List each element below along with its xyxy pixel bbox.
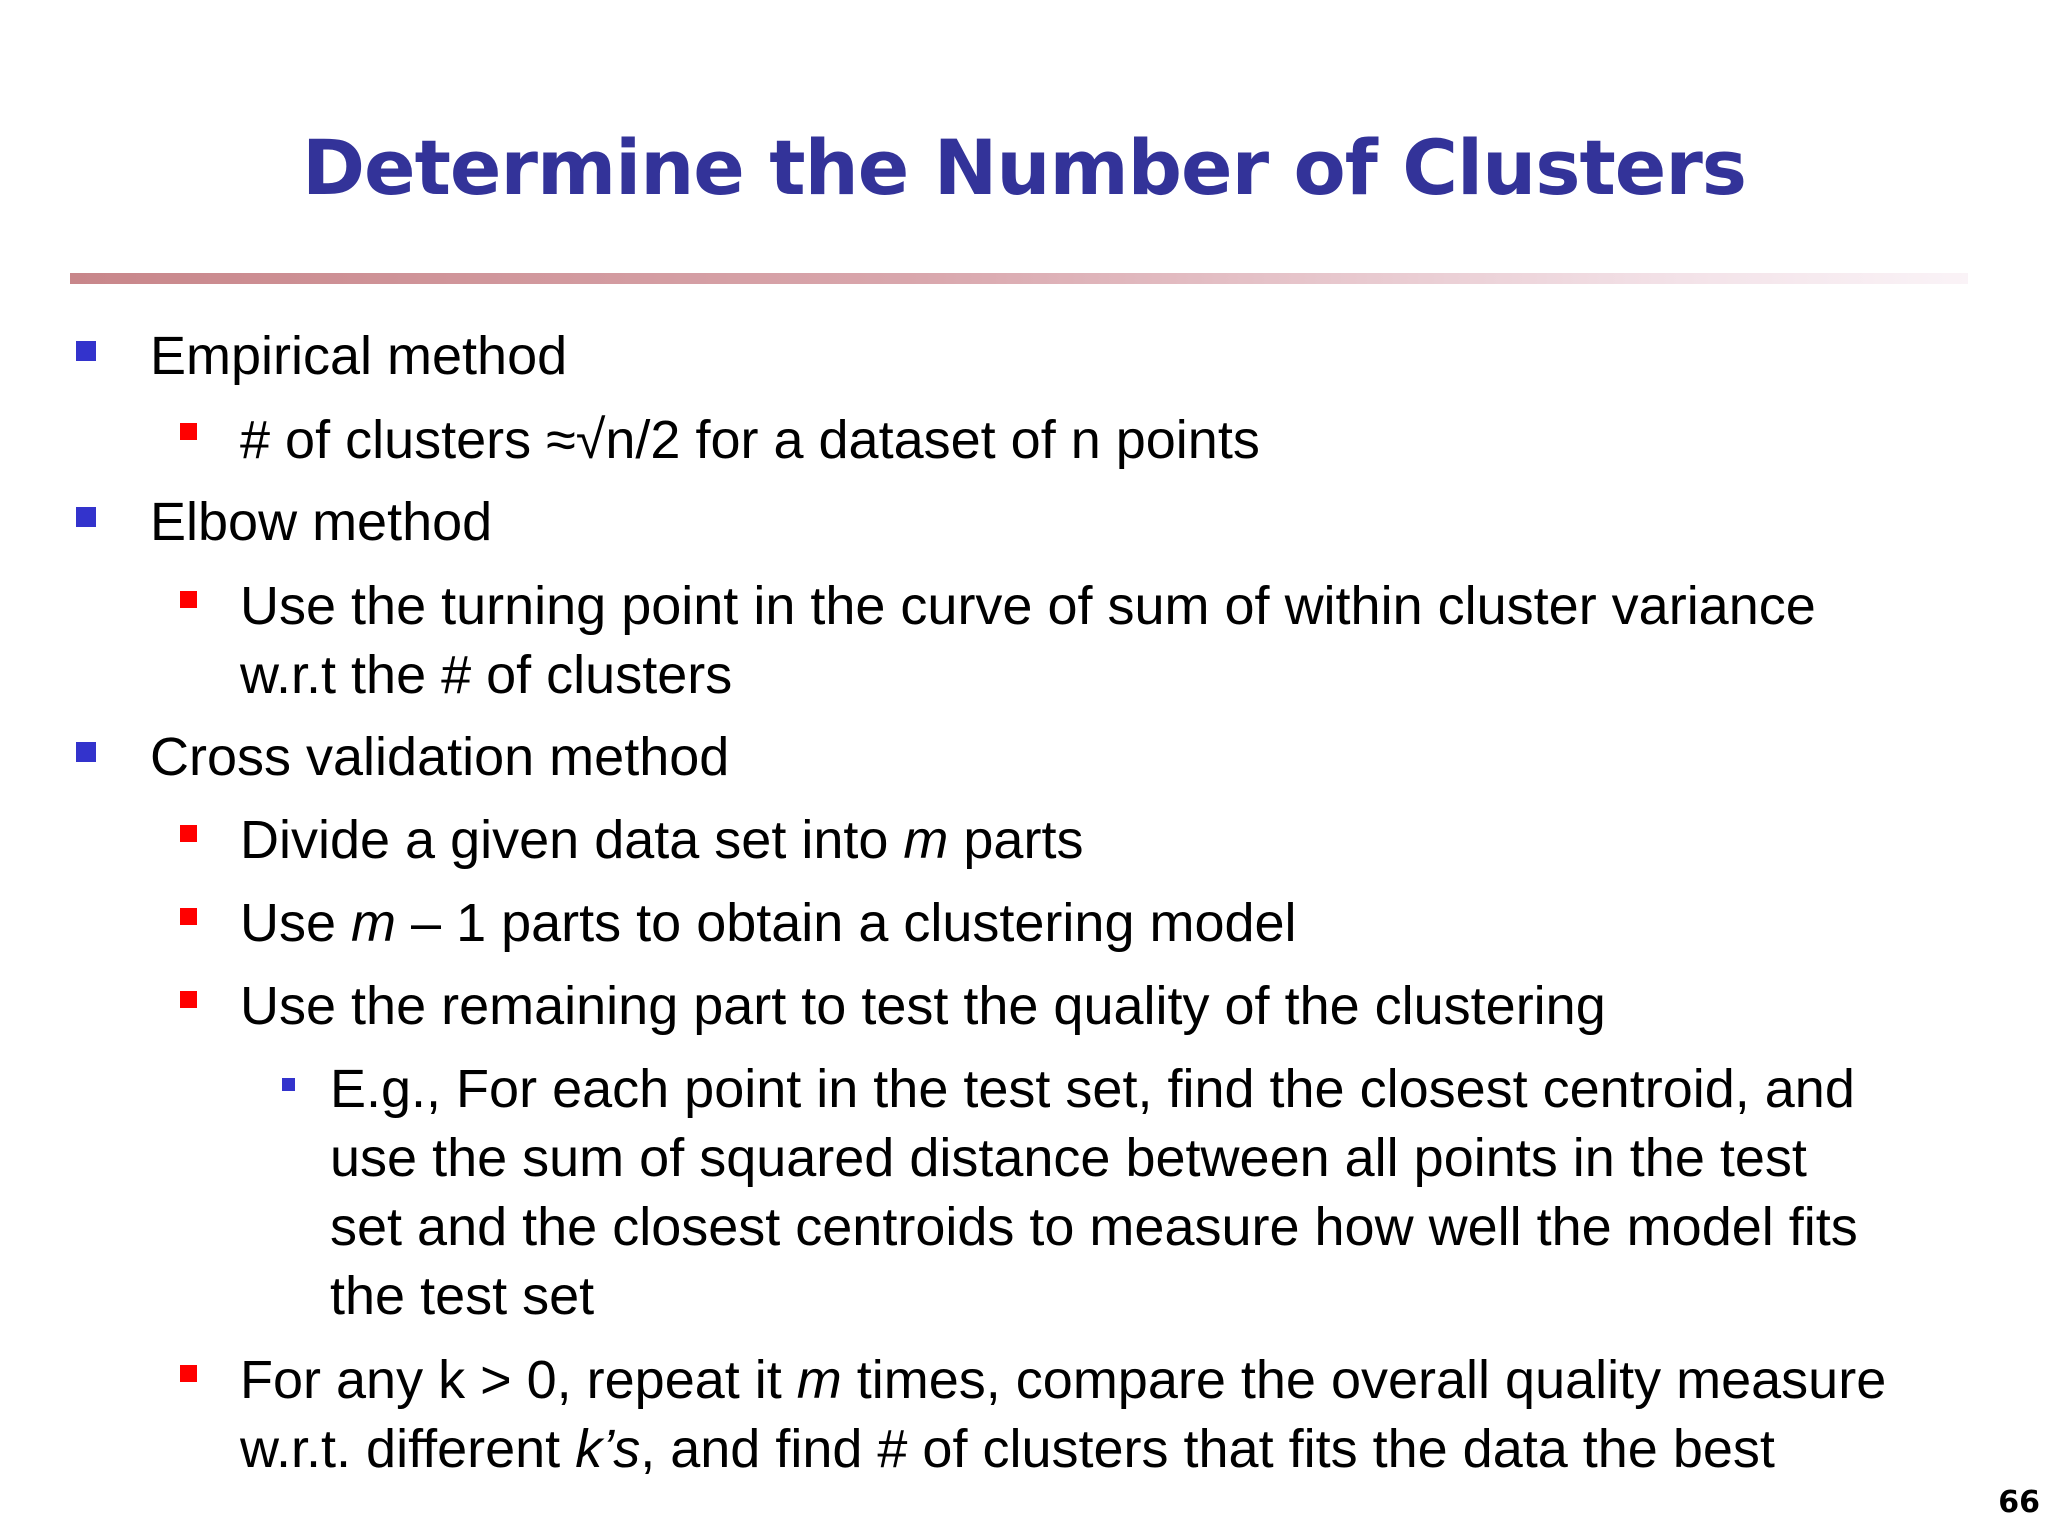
bullet-square-icon xyxy=(180,1365,197,1382)
bullet-eg-line1: E.g., For each point in the test set, find the closest centroid, and xyxy=(330,1059,1855,1119)
bullet-square-icon xyxy=(180,908,197,925)
bullet-elbow-method: Elbow method xyxy=(150,492,493,552)
bullet-square-icon xyxy=(180,825,197,842)
bullet-divide-data: Divide a given data set into m parts xyxy=(240,810,1084,870)
bullet-eg-line4: the test set xyxy=(330,1266,595,1326)
bullet-square-icon xyxy=(76,507,96,527)
bullet-eg-line3: set and the closest centroids to measure how well the model fits xyxy=(330,1197,1858,1257)
bullet-square-icon xyxy=(180,991,197,1008)
bullet-cross-validation: Cross validation method xyxy=(150,727,730,787)
bullet-eg-line2: use the sum of squared distance between all points in the test xyxy=(330,1128,1807,1188)
bullet-repeat-line2: w.r.t. different k’s, and find # of clusters that fits the data the best xyxy=(240,1419,1775,1479)
bullet-empirical-method: Empirical method xyxy=(150,326,568,386)
bullet-square-icon xyxy=(180,423,197,440)
page-number: 66 xyxy=(1998,1485,2040,1520)
bullet-square-icon xyxy=(76,742,96,762)
bullet-elbow-line2: w.r.t the # of clusters xyxy=(240,645,733,705)
bullet-elbow-line1: Use the turning point in the curve of sum of within cluster variance xyxy=(240,576,1816,636)
bullet-square-icon xyxy=(282,1078,295,1091)
bullet-empirical-formula: # of clusters ≈√n/2 for a dataset of n points xyxy=(240,410,1260,470)
slide-title: Determine the Number of Clusters xyxy=(301,123,1747,212)
bullet-repeat-line1: For any k > 0, repeat it m times, compare the overall quality measure xyxy=(240,1350,1887,1410)
bullet-use-m-minus-1: Use m – 1 parts to obtain a clustering model xyxy=(240,893,1297,953)
bullet-square-icon xyxy=(180,591,197,608)
bullet-square-icon xyxy=(76,341,96,361)
bullet-remaining-part: Use the remaining part to test the quality of the clustering xyxy=(240,976,1606,1036)
